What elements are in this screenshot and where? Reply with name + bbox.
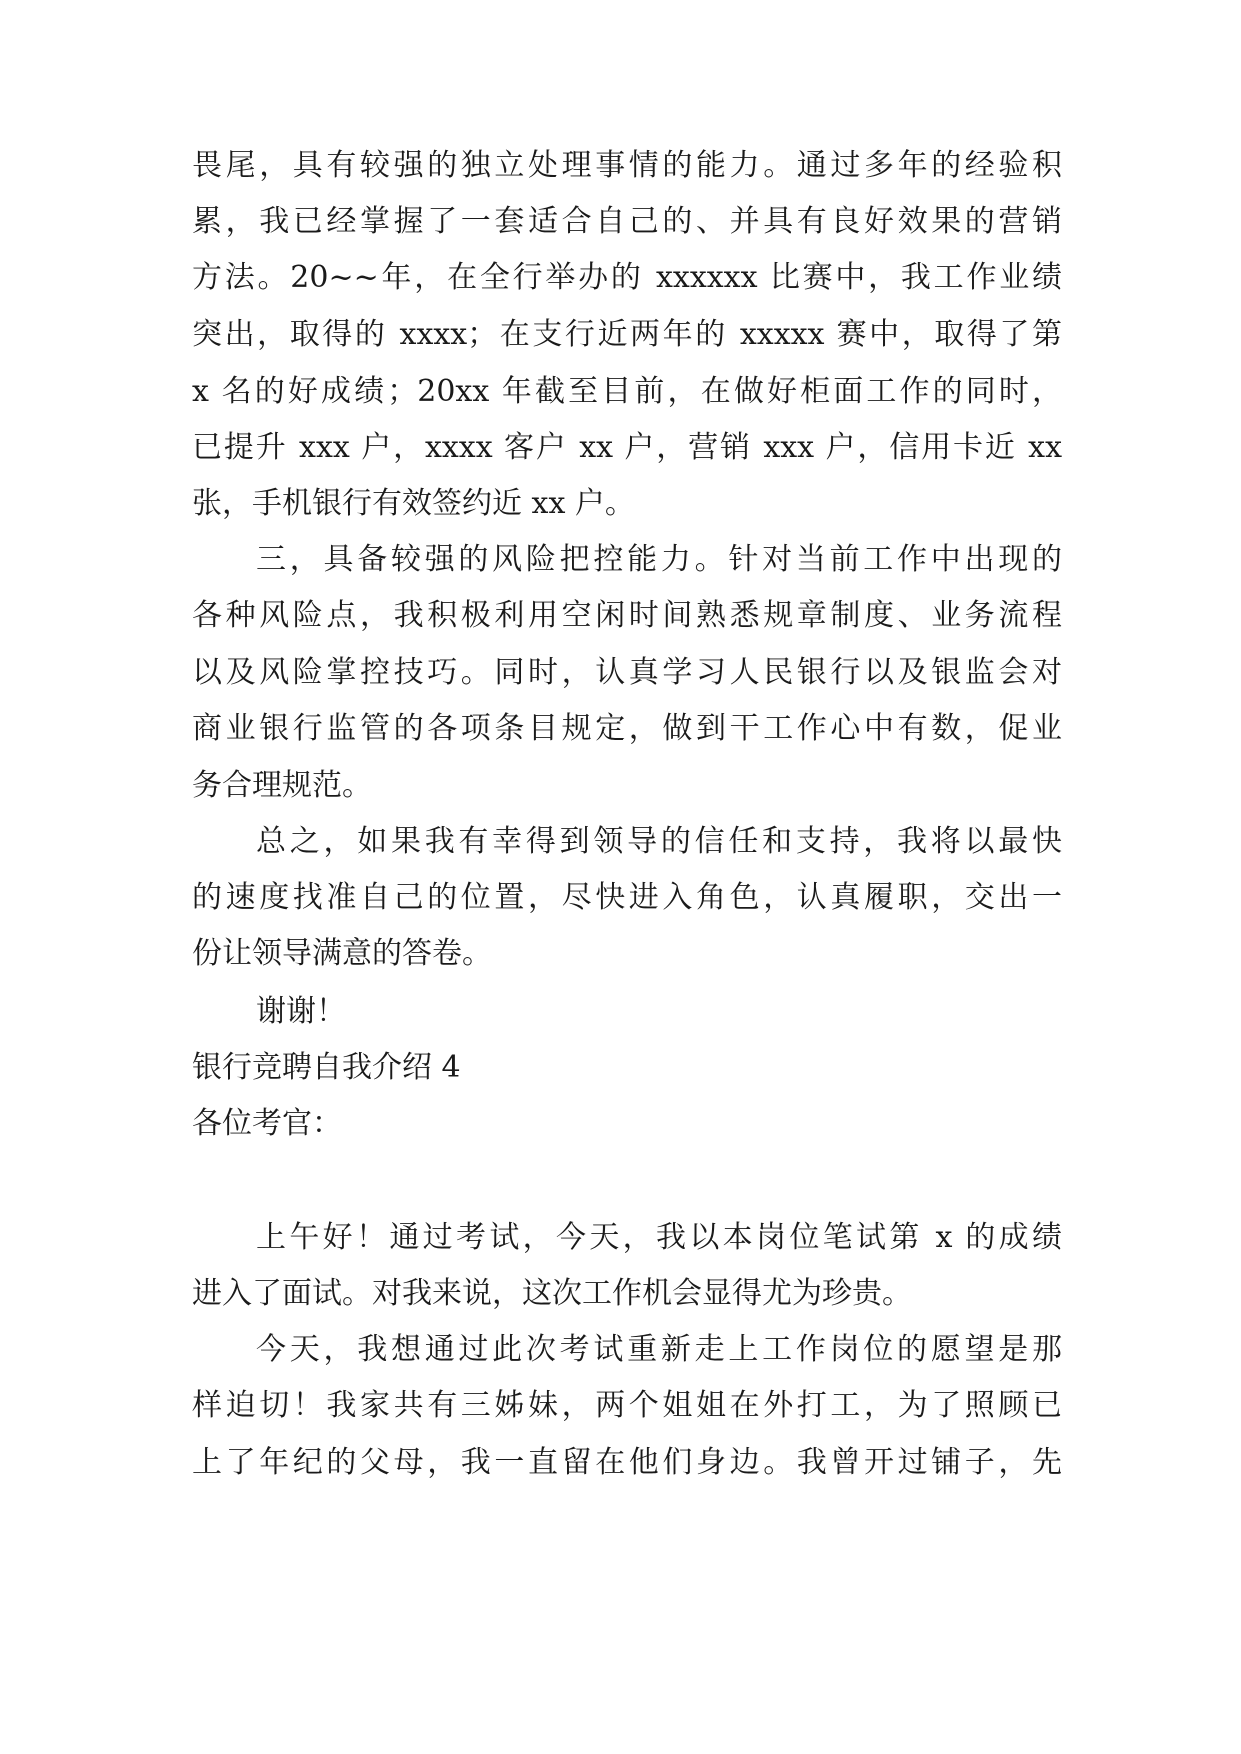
salutation-line: 各位考官： (192, 1106, 342, 1141)
body-text-line: 进入了面试。对我来说，这次工作机会显得尤为珍贵。 (192, 1276, 912, 1311)
paragraph-first-line: 今天，我想通过此次考试重新走上工作岗位的愿望是那 (256, 1332, 1062, 1367)
body-text-line: x 名的好成绩；20xx 年截至目前，在做好柜面工作的同时， (192, 374, 1062, 409)
body-text-line: 以及风险掌控技巧。同时，认真学习人民银行以及银监会对 (192, 655, 1062, 690)
body-text-line: 累，我已经掌握了一套适合自己的、并具有良好效果的营销 (192, 204, 1062, 239)
body-text-line: 张，手机银行有效签约近 xx 户。 (192, 486, 635, 521)
body-text-line: 上了年纪的父母，我一直留在他们身边。我曾开过铺子，先 (192, 1445, 1062, 1480)
body-text-line: 的速度找准自己的位置，尽快进入角色，认真履职，交出一 (192, 880, 1062, 915)
body-text-line: 突出，取得的 xxxx；在支行近两年的 xxxxx 赛中，取得了第 (192, 317, 1062, 352)
body-text-line: 各种风险点，我积极利用空闲时间熟悉规章制度、业务流程 (192, 598, 1062, 633)
paragraph-first-line: 总之，如果我有幸得到领导的信任和支持，我将以最快 (256, 824, 1062, 859)
body-text-line: 已提升 xxx 户，xxxx 客户 xx 户，营销 xxx 户，信用卡近 xx (192, 430, 1062, 465)
body-text-line: 务合理规范。 (192, 768, 372, 803)
paragraph-first-line: 上午好！通过考试，今天，我以本岗位笔试第 x 的成绩 (256, 1220, 1062, 1255)
paragraph-first-line: 三，具备较强的风险把控能力。针对当前工作中出现的 (256, 542, 1062, 577)
body-text-line: 方法。20~~年，在全行举办的 xxxxxx 比赛中，我工作业绩 (192, 260, 1062, 295)
section-heading: 银行竞聘自我介绍 4 (192, 1050, 461, 1085)
thanks-line: 谢谢！ (256, 994, 346, 1029)
body-text-line: 商业银行监管的各项条目规定，做到干工作心中有数，促业 (192, 711, 1062, 746)
body-text-line: 样迫切！我家共有三姊妹，两个姐姐在外打工，为了照顾已 (192, 1388, 1062, 1423)
body-text-line: 畏尾，具有较强的独立处理事情的能力。通过多年的经验积 (192, 148, 1062, 183)
body-text-line: 份让领导满意的答卷。 (192, 936, 492, 971)
